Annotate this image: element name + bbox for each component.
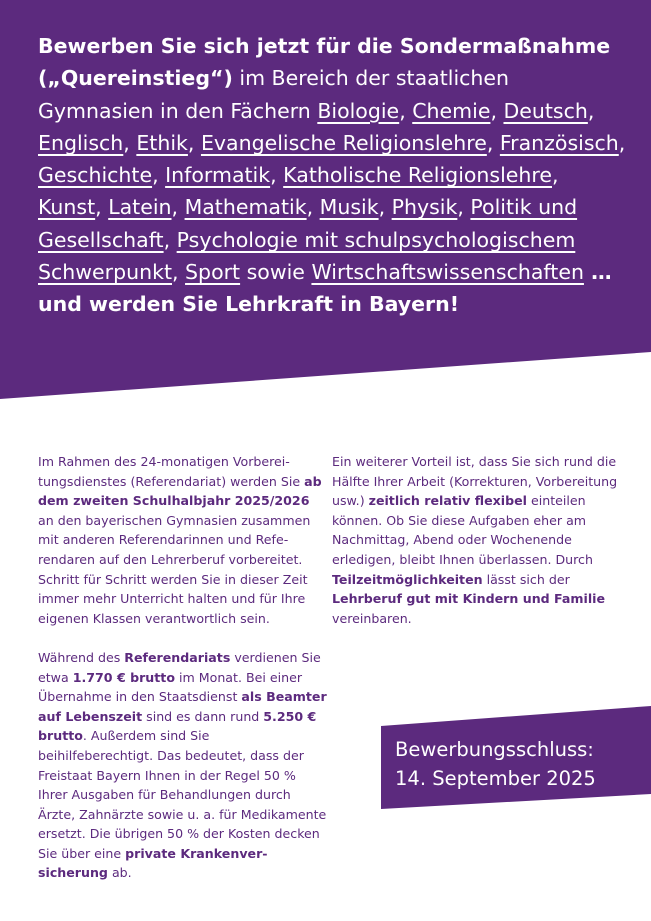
subject-link[interactable]: Französisch xyxy=(499,130,619,155)
subject-list xyxy=(38,99,625,284)
body-text: Während des xyxy=(38,649,125,665)
body-text: Im Rahmen des 24-monatigen Vorbereitungsdienstes (Referendariat) werden Sie xyxy=(38,454,305,489)
subject-separator: , xyxy=(95,195,109,220)
subject-link[interactable]: Biologie xyxy=(317,98,400,123)
body-text-bold: private Krankenversicherung xyxy=(38,845,268,881)
subject-link[interactable]: Chemie xyxy=(412,98,491,123)
subject-conjunction: sowie xyxy=(240,260,312,285)
subject-separator: , xyxy=(378,195,392,220)
deadline-label: Bewerbungsschluss: xyxy=(395,738,594,761)
subject-link[interactable]: Mathematik xyxy=(184,195,307,220)
subject-link[interactable]: Ethik xyxy=(136,130,188,155)
subject-link[interactable]: Englisch xyxy=(38,130,124,155)
subject-separator: , xyxy=(490,98,504,123)
subject-link[interactable]: Geschichte xyxy=(38,163,153,188)
subject-link[interactable]: Evangelische Religionslehre xyxy=(200,130,487,155)
subject-separator: , xyxy=(172,260,186,285)
subject-link[interactable]: Deutsch xyxy=(503,98,588,123)
subject-separator: , xyxy=(163,227,177,252)
body-text-bold: 5.250 € brutto xyxy=(38,708,317,744)
subject-separator: , xyxy=(270,163,284,188)
subject-link[interactable]: Psychologie mit schulpsychologischem Schwerpunkt xyxy=(38,227,576,285)
subject-separator: , xyxy=(306,195,320,220)
subject-separator: , xyxy=(552,163,559,188)
subject-link[interactable]: Katholische Religionslehre xyxy=(283,163,552,188)
body-text-bold: Lehrberuf gut mit Kindern und Familie xyxy=(332,591,606,607)
subject-link[interactable]: Politik und Gesellschaft xyxy=(38,195,578,252)
body-text: verdienen Sie etwa xyxy=(38,649,321,685)
body-text-bold: zeitlich relativ flexibel xyxy=(368,493,527,509)
subject-link[interactable]: Informatik xyxy=(165,163,271,188)
body-text: Ein weiterer Vorteil ist, dass Sie sich rund die Hälfte Ihrer Arbeit (Korrekturen, Vorbereitung usw.) xyxy=(332,454,618,509)
subject-link[interactable]: Musik xyxy=(319,195,379,220)
subject-link[interactable]: Latein xyxy=(108,195,172,220)
body-text: lässt sich der xyxy=(482,571,570,587)
hero-headline xyxy=(38,30,628,321)
subject-separator: , xyxy=(618,130,626,155)
subject-separator: , xyxy=(587,98,595,123)
body-text-bold: Teilzeitmöglichkeiten xyxy=(332,571,483,587)
body-text: einteilen können. Ob Sie diese Aufgaben eher am Nachmittag, Abend oder Wochenende erledigen, bleibt Ihnen überlassen. Durch xyxy=(332,493,593,567)
body-paragraph xyxy=(38,648,328,883)
body-paragraph xyxy=(332,452,622,628)
body-text: vereinbaren. xyxy=(332,610,412,626)
body-text: ab. xyxy=(107,865,132,881)
subject-link[interactable]: Wirtschaftswissenschaften xyxy=(311,260,584,285)
body-text-bold: ab dem zweiten Schulhalbjahr 2025/2026 xyxy=(38,473,322,509)
subject-separator: , xyxy=(486,130,500,155)
body-text-bold: Referendariats xyxy=(124,649,231,665)
body-text-bold: als Beamter auf Lebenszeit xyxy=(38,689,327,724)
subject-separator: , xyxy=(187,130,201,155)
body-text: an den bayerischen Gymnasien zusammen mit anderen Referendarinnen und Referendaren auf den Lehrerberuf vorbereitet. Schritt für Schritt werden Sie in dieser Zeit immer mehr Unterricht halten und für Ihre eigenen Klassen verantwortlich sein. xyxy=(38,512,311,626)
body-text: . Außerdem sind Sie beihilfeberechtigt. Das bedeutet, dass der Freistaat Bayern Ihnen in der Regel 50 % Ihrer Ausgaben für Behandlungen durch Ärzte, Zahnärzte sowie u. a. für Medikamente ersetzt. Die übrigen 50 % der Kosten decken Sie über eine xyxy=(38,728,327,861)
body-paragraph xyxy=(38,452,328,628)
deadline-banner xyxy=(395,735,645,793)
left-text-column xyxy=(38,452,328,903)
hero-intro-bold: Bewerben Sie sich jetzt für die Sondermaßnahme („Quereinstieg“) xyxy=(38,34,611,91)
body-text-bold: 1.770 € brutto xyxy=(72,669,175,685)
deadline-date: 14. September 2025 xyxy=(395,767,596,790)
subject-separator: , xyxy=(152,163,166,188)
body-text: sind es dann rund xyxy=(142,708,264,724)
subject-separator: , xyxy=(123,130,137,155)
subject-separator: , xyxy=(457,195,471,220)
body-text: im Monat. Bei einer Übernahme in den Staatsdienst xyxy=(38,669,303,705)
right-text-column xyxy=(332,452,622,648)
subject-link[interactable]: Physik xyxy=(391,195,458,220)
subject-link[interactable]: Kunst xyxy=(38,195,96,220)
subject-separator: , xyxy=(171,195,185,220)
hero-outro-bold: … und werden Sie Lehrkraft in Bayern! xyxy=(38,260,612,317)
subject-separator: , xyxy=(399,98,413,123)
subject-link[interactable]: Sport xyxy=(185,260,241,285)
hero-intro-rest: im Bereich der staatlichen Gymnasien in den Fächern xyxy=(38,66,510,123)
